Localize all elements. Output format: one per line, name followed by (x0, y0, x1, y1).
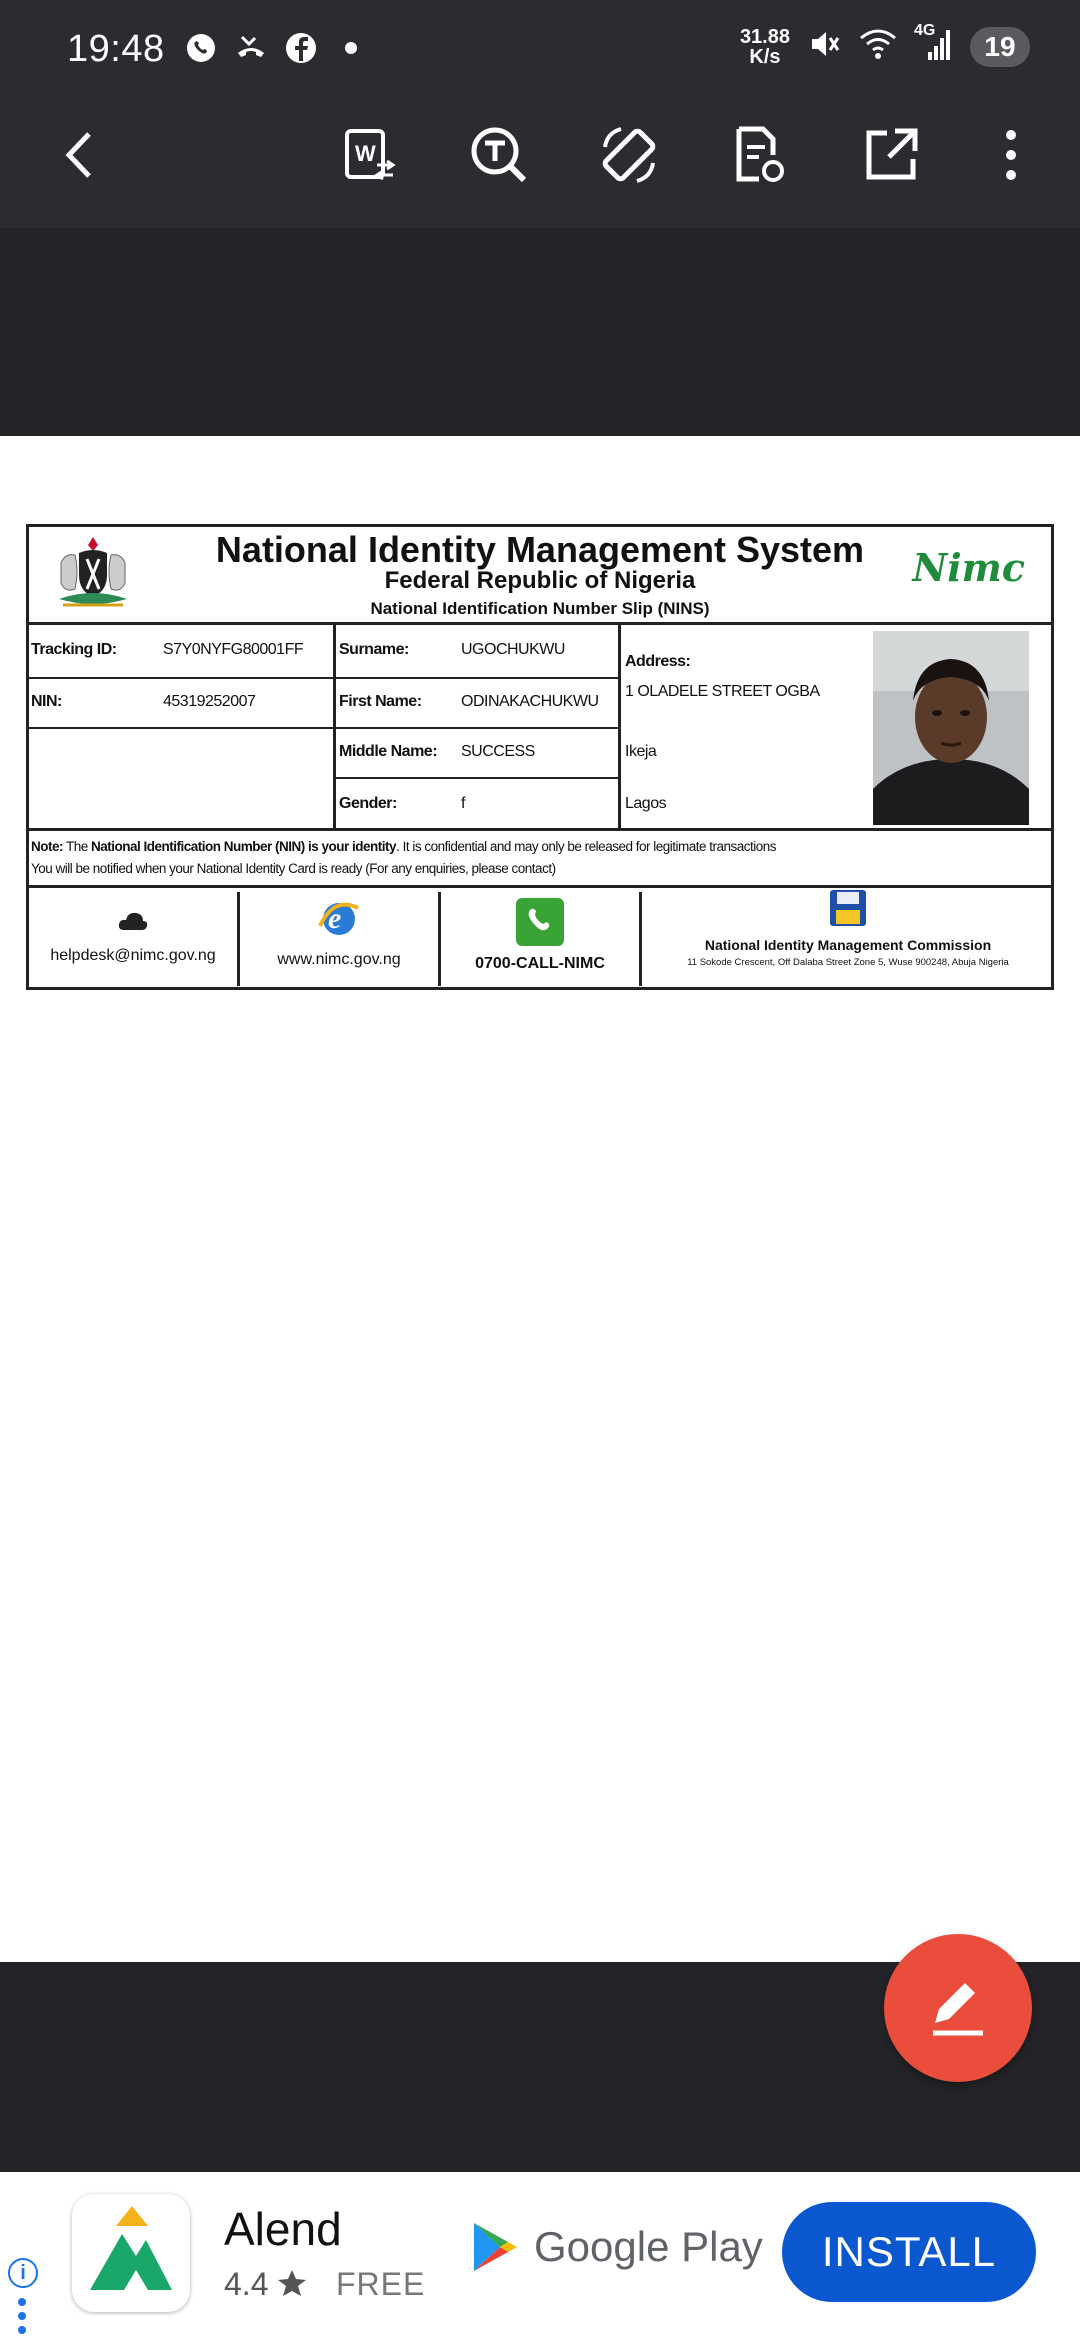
middlename-value: SUCCESS (461, 743, 535, 760)
gender-label: Gender: (339, 795, 397, 812)
nin-label: NIN: (31, 693, 62, 710)
footer-address-text: 11 Sokode Crescent, Off Dalaba Street Zone 5, Wuse 900248, Abuja Nigeria (687, 957, 1009, 968)
address-line-1: 1 OLADELE STREET OGBA (625, 683, 820, 700)
footer-org (642, 888, 1054, 988)
google-play-text: Google Play (534, 2223, 763, 2270)
divider (336, 727, 618, 729)
footer-email-text: helpdesk@nimc.gov.ng (50, 947, 216, 964)
svg-text:W: W (355, 141, 376, 166)
network-speed (740, 27, 790, 67)
note-text-1: The (63, 839, 92, 854)
address-line-2: Ikeja (625, 743, 657, 760)
word-convert-icon[interactable] (334, 120, 404, 190)
nin-value: 45319252007 (163, 693, 256, 710)
divider (336, 677, 618, 679)
alend-logo-icon (72, 2194, 190, 2312)
missed-call-icon (233, 30, 269, 66)
nin-slip (26, 524, 1054, 990)
network-type: 4G (914, 22, 936, 39)
address-line-3: Lagos (625, 795, 667, 812)
google-play-icon (470, 2220, 520, 2274)
text-search-icon[interactable] (464, 120, 534, 190)
note-line-2: You will be notified when your National Identity Card is ready (For any enquiries, please contact) (31, 861, 556, 876)
notification-icons (183, 30, 369, 66)
floppy-disk-icon (828, 888, 868, 928)
cloud-icon (118, 910, 148, 932)
mute-icon (806, 26, 842, 67)
tracking-label: Tracking ID: (31, 641, 117, 658)
divider (336, 777, 618, 779)
gender-value: f (461, 795, 465, 812)
internet-explorer-icon (316, 896, 362, 942)
install-button[interactable]: INSTALL (782, 2202, 1036, 2302)
slip-subtitle-2: National Identification Number Slip (NINS) (370, 599, 710, 618)
divider (29, 828, 1051, 831)
status-right (739, 22, 1030, 68)
surname-label: Surname: (339, 641, 409, 658)
pdf-page[interactable] (0, 436, 1080, 1962)
battery-indicator: 19 (970, 27, 1030, 67)
document-settings-icon[interactable] (724, 120, 794, 190)
divider (618, 625, 621, 829)
svg-text:e: e (328, 902, 342, 935)
address-label: Address: (625, 653, 691, 670)
phone-icon (514, 896, 566, 948)
slip-footer (29, 888, 1051, 990)
cell-signal-icon (914, 22, 954, 67)
dot-icon (333, 30, 369, 66)
ad-info-icon[interactable]: i (8, 2258, 38, 2288)
star-icon (277, 2268, 307, 2298)
middlename-label: Middle Name: (339, 743, 438, 760)
rotate-icon[interactable] (594, 120, 664, 190)
ad-rating (224, 2266, 307, 2303)
viewer-background (0, 228, 1080, 436)
nimc-logo: Nimc (912, 545, 1025, 590)
footer-phone (441, 888, 639, 988)
footer-web-text: www.nimc.gov.ng (277, 951, 401, 968)
slip-subtitle: Federal Republic of Nigeria (384, 567, 696, 594)
holder-photo (873, 631, 1029, 825)
note-bold: National Identification Number (NIN) is your identity (91, 839, 397, 854)
ad-app-name[interactable]: Alend (224, 2203, 342, 2255)
surname-value: UGOCHUKWU (461, 641, 565, 658)
divider (29, 677, 336, 679)
back-icon[interactable] (44, 120, 114, 190)
ad-rating-value: 4.4 (224, 2266, 269, 2302)
ad-banner[interactable] (0, 2172, 1080, 2340)
ad-menu-icon[interactable] (18, 2298, 26, 2334)
note-line-1 (31, 839, 776, 854)
footer-web (240, 888, 438, 988)
wifi-icon (858, 26, 898, 67)
edit-button[interactable] (884, 1934, 1032, 2082)
slip-header (29, 527, 1051, 625)
more-options-icon[interactable] (976, 120, 1046, 190)
footer-email (29, 888, 237, 988)
footer-org-text: National Identity Management Commission (704, 937, 992, 953)
facebook-icon (283, 30, 319, 66)
pdf-toolbar (0, 120, 1080, 190)
speed-unit: K/s (749, 45, 781, 68)
status-time: 19:48 (67, 28, 165, 70)
divider (29, 727, 336, 729)
app-icon[interactable] (72, 2194, 190, 2312)
footer-phone-text: 0700-CALL-NIMC (475, 955, 605, 972)
google-play-badge[interactable] (470, 2220, 763, 2274)
firstname-value: ODINAKACHUKWU (461, 693, 599, 710)
note-prefix: Note: (31, 839, 63, 854)
note-text-2: . It is confidential and may only be released for legitimate transactions (396, 839, 777, 854)
tracking-value: S7Y0NYFG80001FF (163, 641, 304, 658)
top-app-bar (0, 0, 1080, 228)
pencil-icon (923, 1973, 993, 2043)
speed-value: 31.88 (739, 25, 790, 48)
ad-price: FREE (336, 2266, 426, 2302)
open-external-icon[interactable] (856, 120, 926, 190)
slip-title: National Identity Management System (215, 529, 865, 570)
whatsapp-icon (183, 30, 219, 66)
firstname-label: First Name: (339, 693, 422, 710)
